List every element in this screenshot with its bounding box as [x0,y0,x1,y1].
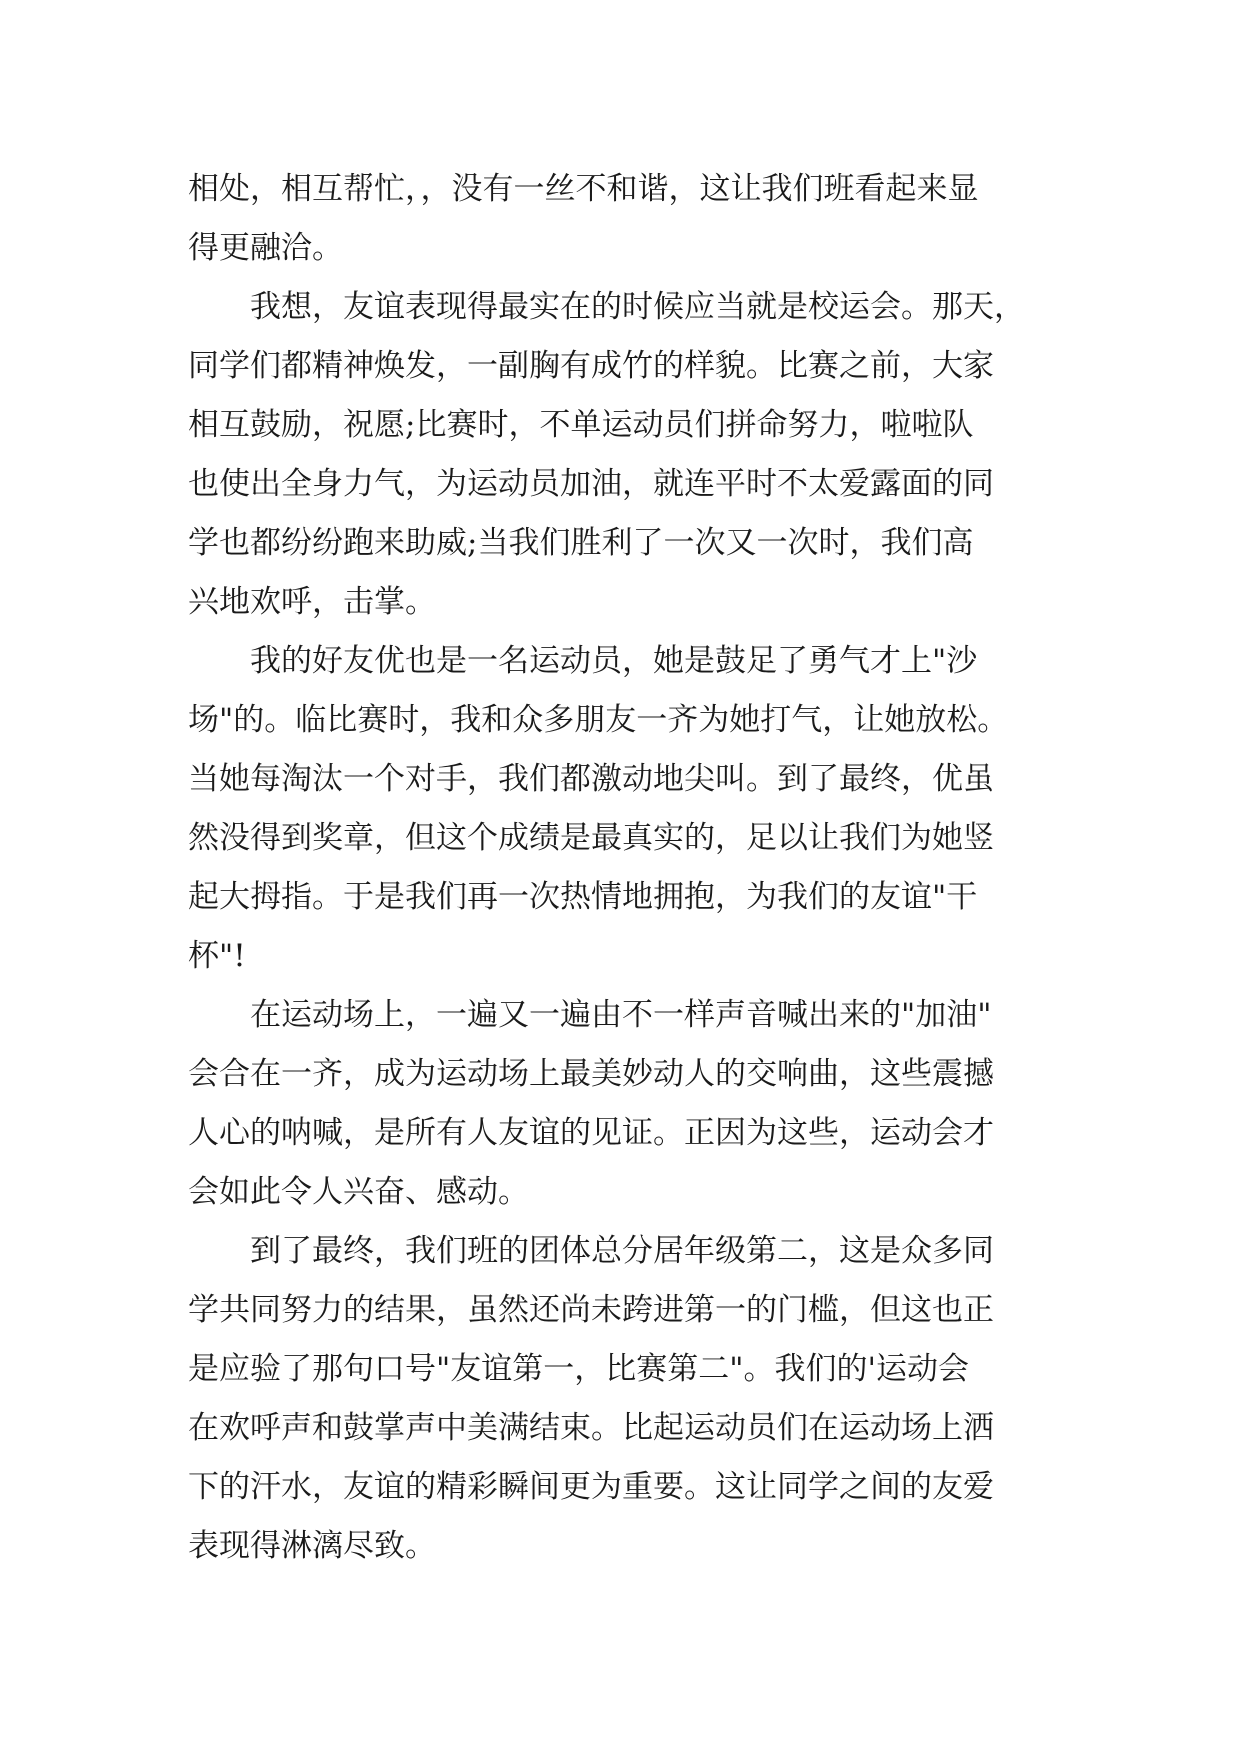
text-line: 会如此令人兴奋、感动。 [188,1174,529,1210]
text-line: 起大拇指。于是我们再一次热情地拥抱，为我们的友谊"干 [188,879,978,915]
text-line: 人心的呐喊，是所有人友谊的见证。正因为这些，运动会才 [188,1115,994,1151]
text-line: 得更融洽。 [188,230,343,266]
text-line: 兴地欢呼，击掌。 [188,584,436,620]
text-line: 学也都纷纷跑来助威;当我们胜利了一次又一次时，我们高 [188,525,974,561]
text-line: 也使出全身力气，为运动员加油，就连平时不太爱露面的同 [188,466,994,502]
paragraph-first-line: 我的好友优也是一名运动员，她是鼓足了勇气才上"沙 [250,643,978,679]
text-line: 会合在一齐，成为运动场上最美妙动人的交响曲，这些震撼 [188,1056,994,1092]
text-line: 表现得淋漓尽致。 [188,1528,436,1564]
text-line: 然没得到奖章，但这个成绩是最真实的，足以让我们为她竖 [188,820,994,856]
paragraph-first-line: 在运动场上，一遍又一遍由不一样声音喊出来的"加油" [250,997,992,1033]
text-line: 下的汗水，友谊的精彩瞬间更为重要。这让同学之间的友爱 [188,1469,994,1505]
text-line: 相处，相互帮忙，，没有一丝不和谐，这让我们班看起来显 [188,171,979,207]
text-line: 当她每淘汰一个对手，我们都激动地尖叫。到了最终，优虽 [188,761,994,797]
paragraph-first-line: 到了最终，我们班的团体总分居年级第二，这是众多同 [250,1233,994,1269]
text-line: 场"的。临比赛时，我和众多朋友一齐为她打气，让她放松。 [188,702,1009,738]
text-line: 在欢呼声和鼓掌声中美满结束。比起运动员们在运动场上洒 [188,1410,994,1446]
text-line: 是应验了那句口号"友谊第一，比赛第二"。我们的'运动会 [188,1351,970,1387]
paragraph-first-line: 我想，友谊表现得最实在的时候应当就是校运会。那天， [250,289,1025,325]
text-line: 杯"! [188,938,246,974]
text-line: 同学们都精神焕发，一副胸有成竹的样貌。比赛之前，大家 [188,348,994,384]
text-line: 学共同努力的结果，虽然还尚未跨进第一的门槛，但这也正 [188,1292,994,1328]
essay-text [188,160,1068,1576]
text-line: 相互鼓励，祝愿;比赛时，不单运动员们拼命努力，啦啦队 [188,407,974,443]
